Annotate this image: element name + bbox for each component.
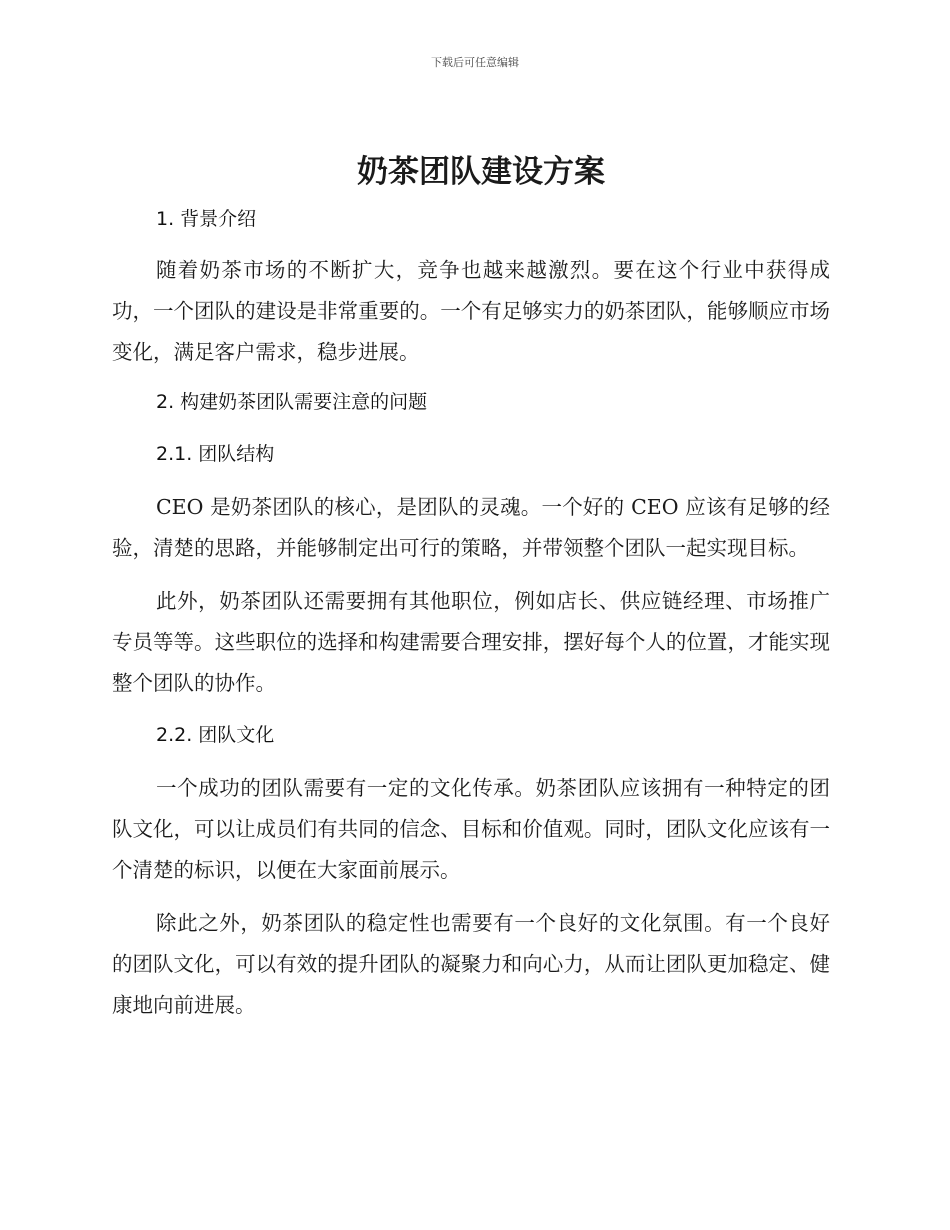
subsection-heading-culture: 2.2. 团队文化 [156,724,275,746]
subsection-heading-structure: 2.1. 团队结构 [156,443,275,465]
page-title: 奶茶团队建设方案 [357,154,605,190]
header-note: 下载后可任意编辑 [431,56,519,69]
paragraph-structure-roles: 此外，奶茶团队还需要拥有其他职位，例如店长、供应链经理、市场推广专员等等。这些职位的选择和构建需要合理安排，摆好每个人的位置，才能实现整个团队的协作。 [112,589,830,695]
paragraph-culture-stability: 除此之外，奶茶团队的稳定性也需要有一个良好的文化氛围。有一个良好的团队文化，可以有效的提升团队的凝聚力和向心力，从而让团队更加稳定、健康地向前进展。 [112,911,830,1017]
section-heading-issues: 2. 构建奶茶团队需要注意的问题 [156,391,428,413]
section-heading-background: 1. 背景介绍 [156,208,257,230]
paragraph-background: 随着奶茶市场的不断扩大，竞争也越来越激烈。要在这个行业中获得成功，一个团队的建设是非常重要的。一个有足够实力的奶茶团队，能够顺应市场变化，满足客户需求，稳步进展。 [112,258,830,364]
paragraph-culture-heritage: 一个成功的团队需要有一定的文化传承。奶茶团队应该拥有一种特定的团队文化，可以让成员们有共同的信念、目标和价值观。同时，团队文化应该有一个清楚的标识，以便在大家面前展示。 [112,776,830,882]
document-body [112,150,830,1026]
paragraph-structure-ceo: CEO 是奶茶团队的核心，是团队的灵魂。一个好的 CEO 应该有足够的经验，清楚的思路，并能够制定出可行的策略，并带领整个团队一起实现目标。 [112,495,830,560]
